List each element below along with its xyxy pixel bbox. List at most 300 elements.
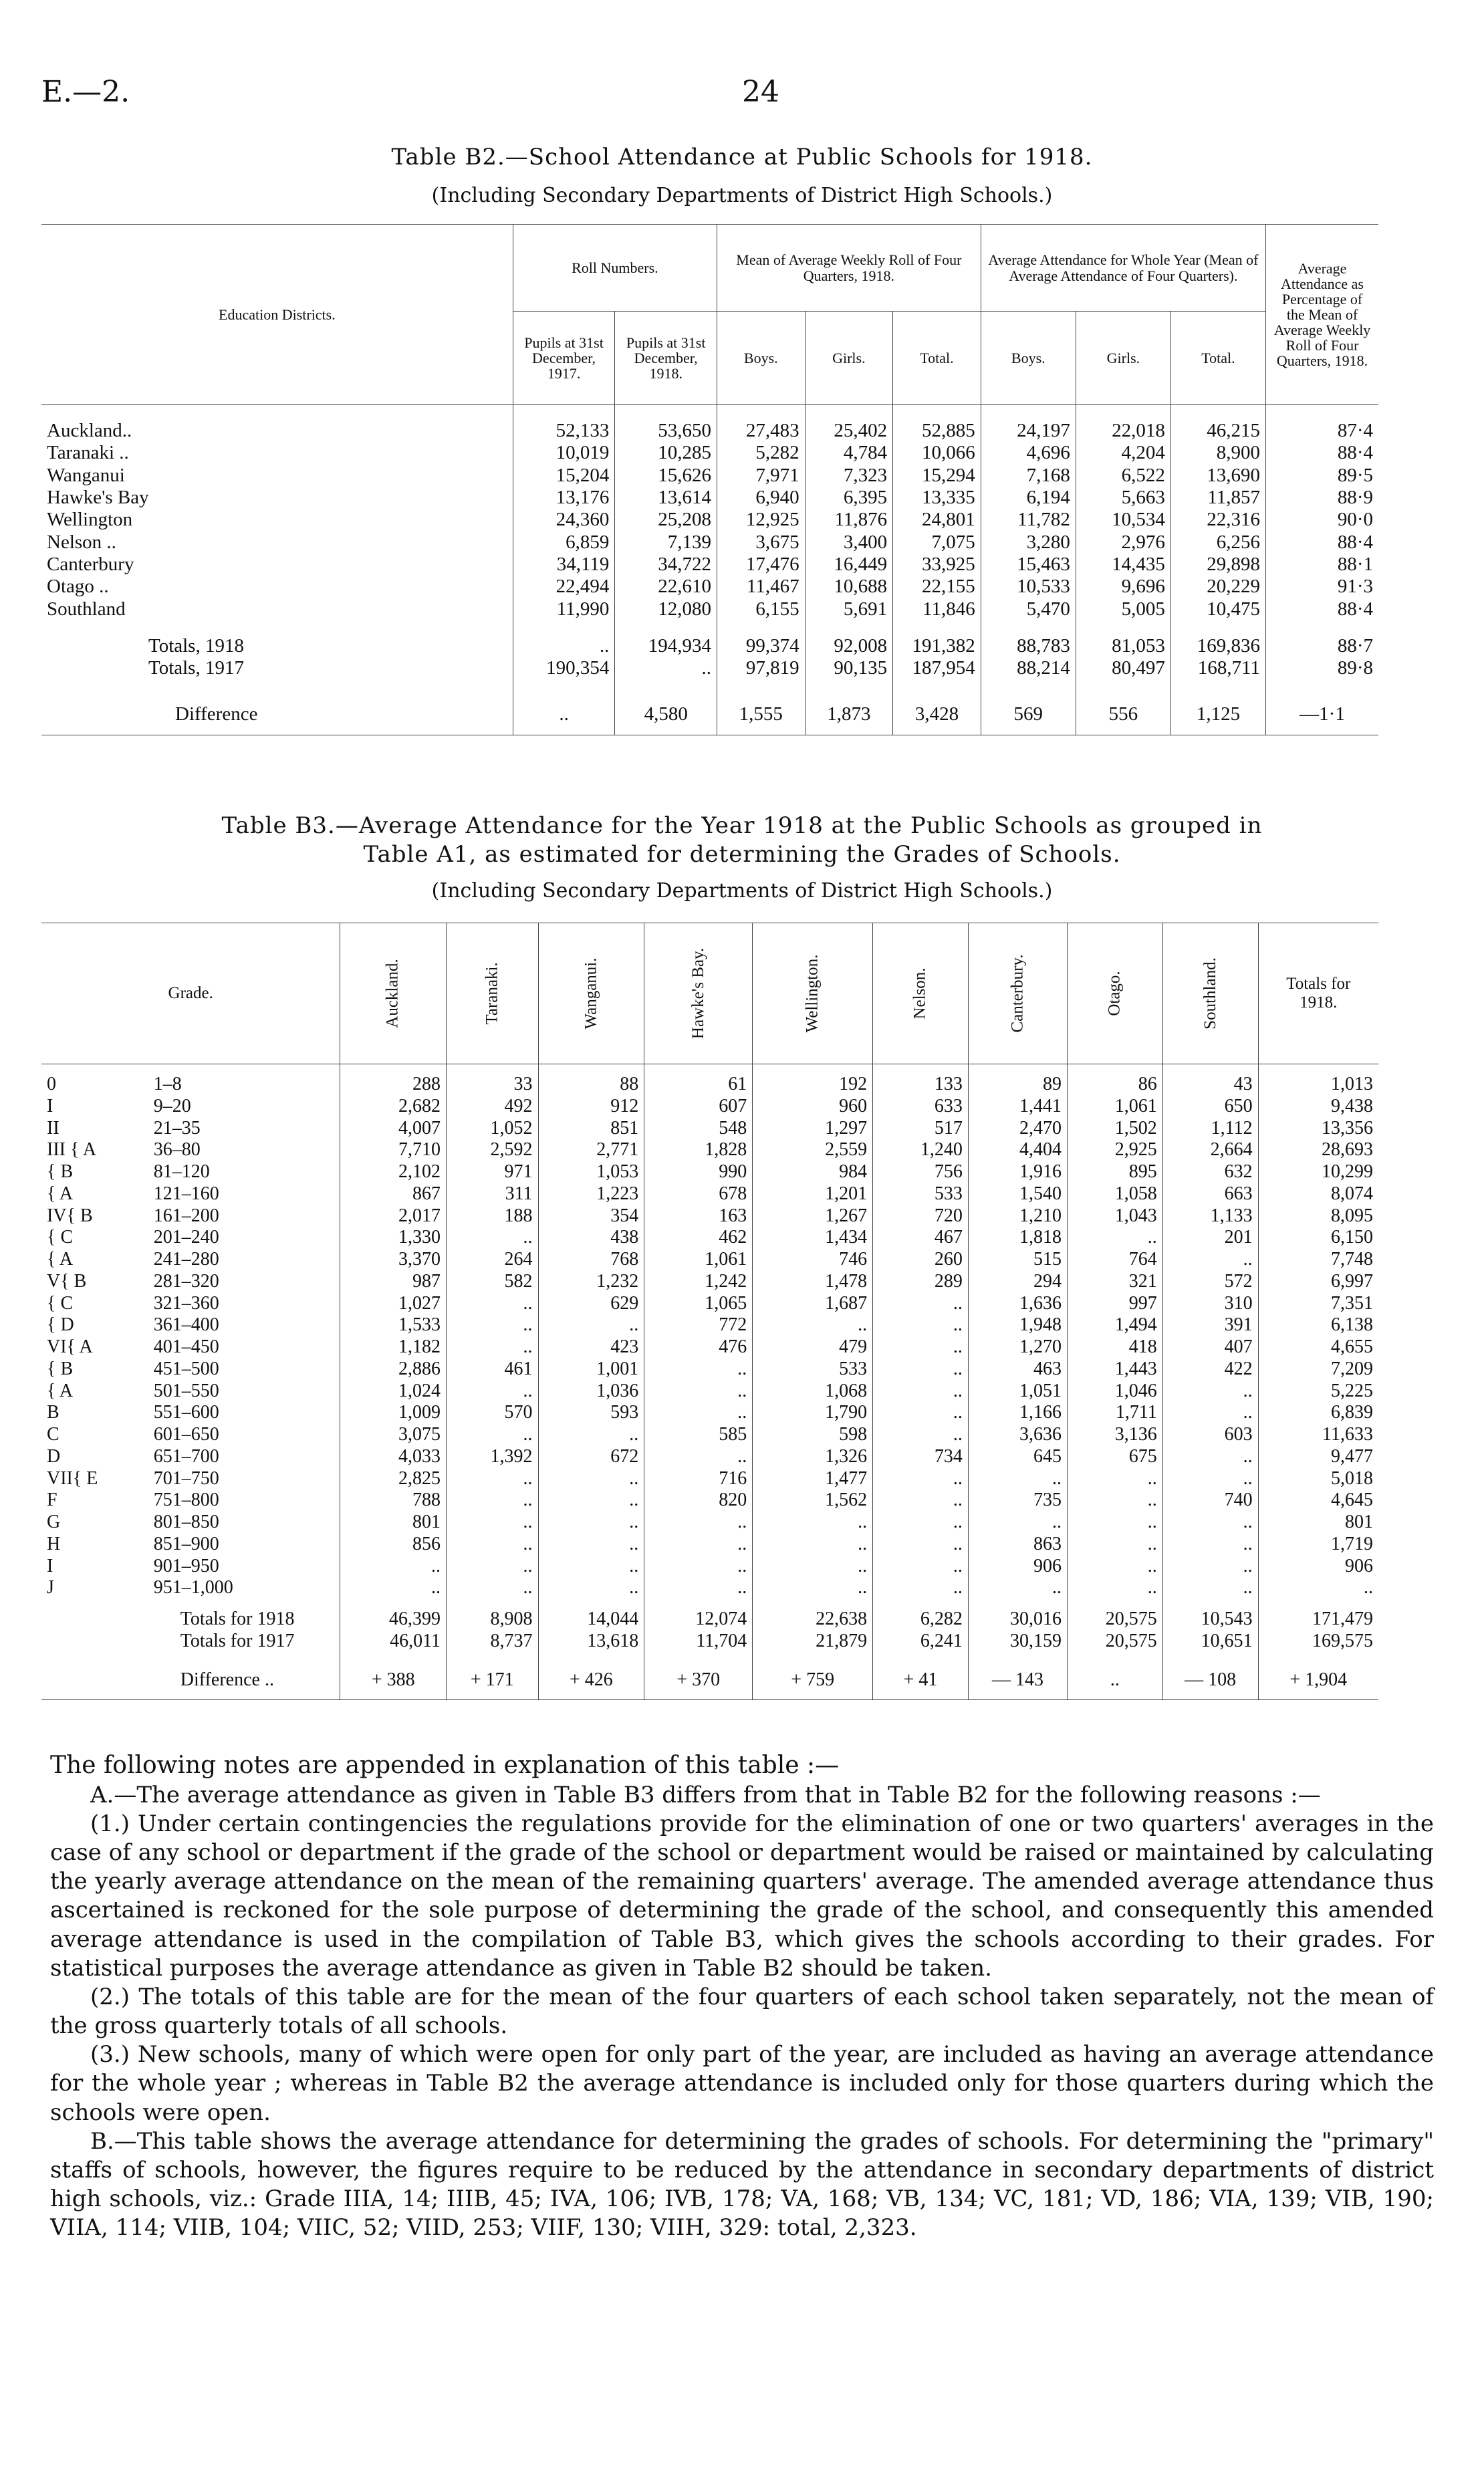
header-label: Grade.	[168, 984, 213, 1002]
cell-value: 14,435	[1076, 554, 1170, 576]
table-row	[41, 1336, 1378, 1358]
cell-value: 7,075	[893, 531, 981, 554]
grade-range: 501–550	[153, 1380, 219, 1401]
cell-value: 13,335	[893, 487, 981, 509]
grade-range: 321–360	[153, 1292, 219, 1314]
cell-value: 169,575	[1258, 1631, 1378, 1653]
cell-value: 1,125	[1170, 695, 1265, 735]
b3-header-2	[447, 923, 539, 1064]
cell-value: 24,801	[893, 509, 981, 531]
grade-class: { A	[47, 1380, 74, 1401]
cell-value: 288	[340, 1074, 447, 1096]
cell-value: 772	[644, 1314, 753, 1336]
cell-value: 971	[447, 1161, 539, 1183]
cell-value: ..	[1162, 1577, 1258, 1599]
cell-value: 10,534	[1076, 509, 1170, 531]
cell-value: 10,543	[1162, 1609, 1258, 1631]
cell-value: ..	[1067, 1227, 1162, 1249]
cell-value: 788	[340, 1490, 447, 1512]
grade-range: 851–900	[153, 1533, 219, 1554]
total-label: Difference ..	[107, 1662, 340, 1700]
grade-range: 281–320	[153, 1270, 219, 1292]
cell-value: 906	[1258, 1556, 1378, 1578]
header-roll-1917: Pupils at 31st December, 1917.	[513, 312, 615, 405]
grade-range: 1–8	[153, 1074, 182, 1094]
table-row	[41, 1249, 1378, 1271]
table-row	[41, 1512, 1378, 1534]
cell-value: 5,018	[1258, 1468, 1378, 1490]
cell-value: ..	[873, 1424, 969, 1446]
cell-value: ..	[447, 1512, 539, 1534]
cell-value: 34,722	[615, 554, 717, 576]
cell-value: ..	[968, 1468, 1067, 1490]
cell-value: 3,636	[968, 1424, 1067, 1446]
cell-value: 2,771	[538, 1139, 644, 1161]
cell-value: — 143	[968, 1662, 1067, 1700]
totals-1917-row	[41, 657, 1378, 679]
cell-value: 25,208	[615, 509, 717, 531]
cell-value: 672	[538, 1446, 644, 1468]
cell-value: 88·7	[1266, 635, 1378, 657]
cell-value: 1,061	[644, 1249, 753, 1271]
cell-value: ..	[447, 1468, 539, 1490]
cell-value: 5,470	[981, 598, 1076, 620]
cell-value: 735	[968, 1490, 1067, 1512]
cell-value: 1,790	[753, 1402, 873, 1424]
cell-value: 2,886	[340, 1358, 447, 1381]
cell-value: 13,176	[513, 487, 615, 509]
note-paragraph: B.—This table shows the average attendance for determining the grades of schools. For determining the "primary" staffs of schools, however, the figures require to be reduced by the attendance in secondary departments of district high schools, viz.: Grade IIIA, 14; IIIB, 45; IVA, 106; IVB, 178; VA, 168; VB, 134; VC, 181; VD, 186; VIA, 139; VIB, 190; VIIA, 114; VIIB, 104; VIIC, 52; VIID, 253; VIIF, 130; VIIH, 329: total, 2,323.	[50, 2127, 1434, 2242]
cell-value: 820	[644, 1490, 753, 1512]
b3-header-5	[753, 923, 873, 1064]
table-row	[41, 576, 1378, 598]
header-weekly-roll: Mean of Average Weekly Roll of Four Quarters, 1918.	[717, 225, 981, 312]
cell-value: 3,428	[893, 695, 981, 735]
cell-value: 1,540	[968, 1183, 1067, 1205]
cell-value: 311	[447, 1183, 539, 1205]
cell-value: ..	[340, 1577, 447, 1599]
cell-value: 90·0	[1266, 509, 1378, 531]
cell-value: 1,133	[1162, 1205, 1258, 1227]
district-name: Canterbury	[47, 554, 134, 576]
total-label: Totals for 1918	[180, 1609, 295, 1629]
cell-value: 801	[340, 1512, 447, 1534]
cell-value: 8,095	[1258, 1205, 1378, 1227]
cell-value: 479	[753, 1336, 873, 1358]
difference-row	[41, 1662, 1378, 1700]
totals-1918-row	[41, 1609, 1378, 1631]
cell-value: ..	[447, 1336, 539, 1358]
cell-value: 354	[538, 1205, 644, 1227]
cell-value: 633	[873, 1096, 969, 1118]
cell-value: ..	[447, 1227, 539, 1249]
cell-value: ..	[873, 1577, 969, 1599]
grade-range: 751–800	[153, 1490, 219, 1511]
cell-value: 1,036	[538, 1381, 644, 1403]
cell-value: 4,033	[340, 1446, 447, 1468]
cell-value: ..	[447, 1490, 539, 1512]
header-label: Wellington.	[803, 954, 822, 1033]
cell-value: 6,522	[1076, 465, 1170, 487]
note-paragraph: (3.) New schools, many of which were open for only part of the year, are included as having an average attendance for the whole year ; whereas in Table B2 the average attendance is included only for those quarters during which the schools were open.	[50, 2041, 1434, 2126]
cell-value: ..	[447, 1293, 539, 1315]
cell-value: 89·8	[1266, 657, 1378, 679]
cell-value: 21,879	[753, 1631, 873, 1653]
grade-class: B	[47, 1402, 59, 1423]
grade-range: 801–850	[153, 1512, 219, 1532]
cell-value: 260	[873, 1249, 969, 1271]
cell-value: ..	[1258, 1577, 1378, 1599]
cell-value: 1,058	[1067, 1183, 1162, 1205]
cell-value: 171,479	[1258, 1609, 1378, 1631]
cell-value: 88·1	[1266, 554, 1378, 576]
cell-value: 7,323	[805, 465, 893, 487]
cell-value: ..	[1162, 1249, 1258, 1271]
cell-value: 15,294	[893, 465, 981, 487]
cell-value: 187,954	[893, 657, 981, 679]
cell-value: 3,075	[340, 1424, 447, 1446]
cell-value: 81,053	[1076, 635, 1170, 657]
cell-value: ..	[644, 1556, 753, 1578]
cell-value: ..	[873, 1468, 969, 1490]
cell-value: 4,007	[340, 1118, 447, 1140]
b3-header-8	[1067, 923, 1162, 1064]
cell-value: 20,575	[1067, 1631, 1162, 1653]
cell-value: 22,494	[513, 576, 615, 598]
cell-value: 1,392	[447, 1446, 539, 1468]
doc-code: E.—2.	[41, 75, 130, 109]
cell-value: 28,693	[1258, 1139, 1378, 1161]
table-row	[41, 531, 1378, 554]
grade-range: 701–750	[153, 1467, 219, 1489]
cell-value: 46,399	[340, 1609, 447, 1631]
cell-value: 3,280	[981, 531, 1076, 554]
b3-header-7	[968, 923, 1067, 1064]
grade-class: J	[47, 1577, 54, 1598]
cell-value: ..	[753, 1314, 873, 1336]
cell-value: 5,225	[1258, 1381, 1378, 1403]
cell-value: 6,155	[717, 598, 806, 620]
grade-range: 201–240	[153, 1227, 219, 1248]
cell-value: 10,533	[981, 576, 1076, 598]
cell-value: 1,009	[340, 1402, 447, 1424]
cell-value: 5,005	[1076, 598, 1170, 620]
cell-value: 1,636	[968, 1293, 1067, 1315]
header-att-boys: Boys.	[981, 312, 1076, 405]
cell-value: —1·1	[1266, 695, 1378, 735]
header-weekly-girls: Girls.	[805, 312, 893, 405]
cell-value: 746	[753, 1249, 873, 1271]
cell-value: ..	[340, 1556, 447, 1578]
grade-class: { B	[47, 1161, 74, 1182]
cell-value: ..	[1162, 1381, 1258, 1403]
cell-value: 533	[753, 1358, 873, 1381]
cell-value: 987	[340, 1271, 447, 1293]
cell-value: 1,502	[1067, 1118, 1162, 1140]
cell-value: 12,074	[644, 1609, 753, 1631]
total-label: Totals, 1918	[148, 635, 244, 657]
district-name: Hawke's Bay	[47, 487, 149, 509]
cell-value: 391	[1162, 1314, 1258, 1336]
b3-header-10	[1258, 923, 1378, 1064]
cell-value: ..	[447, 1314, 539, 1336]
cell-value: 10,475	[1170, 598, 1265, 620]
cell-value: 9,696	[1076, 576, 1170, 598]
cell-value: 1,166	[968, 1402, 1067, 1424]
cell-value: 515	[968, 1249, 1067, 1271]
cell-value: 25,402	[805, 420, 893, 442]
table-row	[41, 1534, 1378, 1556]
cell-value: 582	[447, 1271, 539, 1293]
table-row	[41, 1293, 1378, 1315]
cell-value: 11,704	[644, 1631, 753, 1653]
cell-value: 11,876	[805, 509, 893, 531]
grade-range: 241–280	[153, 1249, 219, 1270]
cell-value: 88·4	[1266, 442, 1378, 464]
cell-value: 1,043	[1067, 1205, 1162, 1227]
cell-value: ..	[1162, 1468, 1258, 1490]
difference-label: Difference	[41, 695, 513, 735]
cell-value: 1,242	[644, 1271, 753, 1293]
cell-value: 645	[968, 1446, 1067, 1468]
b3-header-0	[41, 923, 340, 1064]
cell-value: ..	[644, 1358, 753, 1381]
grade-class: II	[47, 1117, 59, 1139]
cell-value: 9,477	[1258, 1446, 1378, 1468]
cell-value: 6,138	[1258, 1314, 1378, 1336]
header-weekly-boys: Boys.	[717, 312, 806, 405]
cell-value: 997	[1067, 1293, 1162, 1315]
cell-value: 1,052	[447, 1118, 539, 1140]
cell-value: 407	[1162, 1336, 1258, 1358]
cell-value: ..	[1162, 1402, 1258, 1424]
cell-value: ..	[873, 1381, 969, 1403]
cell-value: 1,270	[968, 1336, 1067, 1358]
cell-value: 734	[873, 1446, 969, 1468]
cell-value: ..	[538, 1512, 644, 1534]
difference-row	[41, 695, 1378, 735]
cell-value: 7,710	[340, 1139, 447, 1161]
grade-class: G	[47, 1512, 61, 1532]
cell-value: 20,575	[1067, 1609, 1162, 1631]
cell-value: 12,080	[615, 598, 717, 620]
cell-value: 1,027	[340, 1293, 447, 1315]
cell-value: 86	[1067, 1074, 1162, 1096]
cell-value: 3,370	[340, 1249, 447, 1271]
grade-range: 651–700	[153, 1445, 219, 1467]
cell-value: 8,900	[1170, 442, 1265, 464]
grade-class: IV{ B	[47, 1205, 93, 1226]
table-b2-title: Table B2.—School Attendance at Public Schools for 1918.	[391, 144, 1093, 170]
cell-value: 1,818	[968, 1227, 1067, 1249]
b3-header-1	[340, 923, 447, 1064]
grade-class: { D	[47, 1314, 74, 1336]
cell-value: 5,282	[717, 442, 806, 464]
cell-value: 11,990	[513, 598, 615, 620]
cell-value: ..	[1067, 1534, 1162, 1556]
cell-value: 438	[538, 1227, 644, 1249]
cell-value: 30,016	[968, 1609, 1067, 1631]
cell-value: 1,533	[340, 1314, 447, 1336]
cell-value: ..	[753, 1512, 873, 1534]
cell-value: 912	[538, 1096, 644, 1118]
cell-value: + 426	[538, 1662, 644, 1700]
header-label: Auckland.	[384, 959, 402, 1028]
district-name: Otago ..	[47, 576, 109, 598]
header-att-girls: Girls.	[1076, 312, 1170, 405]
cell-value: 570	[447, 1402, 539, 1424]
cell-value: 7,209	[1258, 1358, 1378, 1381]
cell-value: 294	[968, 1271, 1067, 1293]
table-row	[41, 1205, 1378, 1227]
header-weekly-total: Total.	[893, 312, 981, 405]
cell-value: 11,633	[1258, 1424, 1378, 1446]
cell-value: 191,382	[893, 635, 981, 657]
note-paragraph: (1.) Under certain contingencies the regulations provide for the elimination of one or two quarters' averages in the case of any school or department if the grade of the school or department would be raised or maintained by calculating the yearly average attendance on the mean of the remaining quarters' average. The amended average attendance thus ascertained is reckoned for the sole purpose of determining the grade of the school, and consequently this amended average attendance is used in the compilation of Table B3, which gives the schools according to their grades. For statistical purposes the average attendance as given in Table B2 should be taken.	[50, 1810, 1434, 1982]
grade-class: { B	[47, 1358, 74, 1379]
cell-value: 13,614	[615, 487, 717, 509]
cell-value: 984	[753, 1161, 873, 1183]
header-percentage: Average Attendance as Percentage of the Mean of Average Weekly Roll of Four Quarters, 1918.	[1266, 225, 1378, 405]
cell-value: 22,610	[615, 576, 717, 598]
cell-value: 1,441	[968, 1096, 1067, 1118]
cell-value: 14,044	[538, 1609, 644, 1631]
cell-value: 1,112	[1162, 1118, 1258, 1140]
table-row	[41, 1074, 1378, 1096]
district-name: Wanganui	[47, 464, 125, 486]
cell-value: + 370	[644, 1662, 753, 1700]
cell-value: 1,024	[340, 1381, 447, 1403]
cell-value: 22,638	[753, 1609, 873, 1631]
table-row	[41, 1577, 1378, 1599]
cell-value: 168,711	[1170, 657, 1265, 679]
cell-value: 548	[644, 1118, 753, 1140]
cell-value: 517	[873, 1118, 969, 1140]
table-b3-title-line2: Table A1, as estimated for determining the Grades of Schools.	[363, 841, 1121, 868]
cell-value: 194,934	[615, 635, 717, 657]
cell-value: 6,282	[873, 1609, 969, 1631]
cell-value: 572	[1162, 1271, 1258, 1293]
grade-class: F	[47, 1490, 57, 1511]
cell-value: 650	[1162, 1096, 1258, 1118]
b3-header-9	[1162, 923, 1258, 1064]
cell-value: 463	[968, 1358, 1067, 1381]
cell-value: 3,400	[805, 531, 893, 554]
cell-value: 264	[447, 1249, 539, 1271]
cell-value: 6,256	[1170, 531, 1265, 554]
cell-value: 46,011	[340, 1631, 447, 1653]
header-label: Wanganui.	[582, 957, 600, 1030]
cell-value: 1,046	[1067, 1381, 1162, 1403]
cell-value: 1,326	[753, 1446, 873, 1468]
table-row	[41, 1139, 1378, 1161]
cell-value: ..	[447, 1381, 539, 1403]
cell-value: 6,241	[873, 1631, 969, 1653]
cell-value: 1,494	[1067, 1314, 1162, 1336]
grade-range: 401–450	[153, 1336, 219, 1357]
cell-value: 6,859	[513, 531, 615, 554]
cell-value: 422	[1162, 1358, 1258, 1381]
header-label: Canterbury.	[1008, 954, 1027, 1033]
cell-value: 4,696	[981, 442, 1076, 464]
table-row	[41, 1096, 1378, 1118]
cell-value: 6,997	[1258, 1271, 1378, 1293]
explanatory-notes	[50, 1750, 1434, 2242]
district-name: Wellington	[47, 509, 133, 531]
cell-value: 1,013	[1258, 1074, 1378, 1096]
district-name: Southland	[47, 598, 126, 620]
cell-value: ..	[1067, 1662, 1162, 1700]
table-b3-title-line1: Table B3.—Average Attendance for the Year 1918 at the Public Schools as grouped in	[221, 812, 1263, 839]
cell-value: ..	[538, 1556, 644, 1578]
cell-value: 321	[1067, 1271, 1162, 1293]
cell-value: ..	[873, 1534, 969, 1556]
cell-value: 603	[1162, 1424, 1258, 1446]
cell-value: 1,434	[753, 1227, 873, 1249]
cell-value: 1,687	[753, 1293, 873, 1315]
grade-class: VII{ E	[47, 1467, 98, 1489]
cell-value: 7,168	[981, 465, 1076, 487]
cell-value: 4,404	[968, 1139, 1067, 1161]
grade-range: 36–80	[153, 1139, 201, 1161]
cell-value: 92,008	[805, 635, 893, 657]
cell-value: 598	[753, 1424, 873, 1446]
cell-value: ..	[873, 1358, 969, 1381]
cell-value: 764	[1067, 1249, 1162, 1271]
cell-value: ..	[1067, 1512, 1162, 1534]
cell-value: 90,135	[805, 657, 893, 679]
table-row	[41, 1314, 1378, 1336]
cell-value: 29,898	[1170, 554, 1265, 576]
cell-value: 188	[447, 1205, 539, 1227]
cell-value: — 108	[1162, 1662, 1258, 1700]
cell-value: 2,664	[1162, 1139, 1258, 1161]
grade-range: 451–500	[153, 1358, 219, 1379]
cell-value: 4,655	[1258, 1336, 1378, 1358]
cell-value: 8,074	[1258, 1183, 1378, 1205]
cell-value: 1,053	[538, 1161, 644, 1183]
grade-class: I	[47, 1095, 53, 1116]
cell-value: 1,210	[968, 1205, 1067, 1227]
header-label: Otago.	[1105, 971, 1124, 1016]
cell-value: 46,215	[1170, 420, 1265, 442]
cell-value: 720	[873, 1205, 969, 1227]
cell-value: 91·3	[1266, 576, 1378, 598]
table-row	[41, 1490, 1378, 1512]
district-name: Auckland..	[47, 420, 132, 441]
cell-value: ..	[644, 1512, 753, 1534]
cell-value: 10,651	[1162, 1631, 1258, 1653]
cell-value: 4,645	[1258, 1490, 1378, 1512]
cell-value: 7,748	[1258, 1249, 1378, 1271]
cell-value: 851	[538, 1118, 644, 1140]
cell-value: 801	[1258, 1512, 1378, 1534]
cell-value: ..	[513, 695, 615, 735]
cell-value: ..	[644, 1446, 753, 1468]
cell-value: ..	[447, 1577, 539, 1599]
cell-value: 863	[968, 1534, 1067, 1556]
grade-class: 0	[47, 1074, 56, 1094]
grade-class: III { A	[47, 1139, 97, 1161]
cell-value: ..	[873, 1402, 969, 1424]
cell-value: 80,497	[1076, 657, 1170, 679]
cell-value: 43	[1162, 1074, 1258, 1096]
cell-value: 10,066	[893, 442, 981, 464]
cell-value: 33,925	[893, 554, 981, 576]
grade-class: D	[47, 1445, 61, 1467]
cell-value: 1,916	[968, 1161, 1067, 1183]
grade-range: 9–20	[153, 1095, 191, 1116]
